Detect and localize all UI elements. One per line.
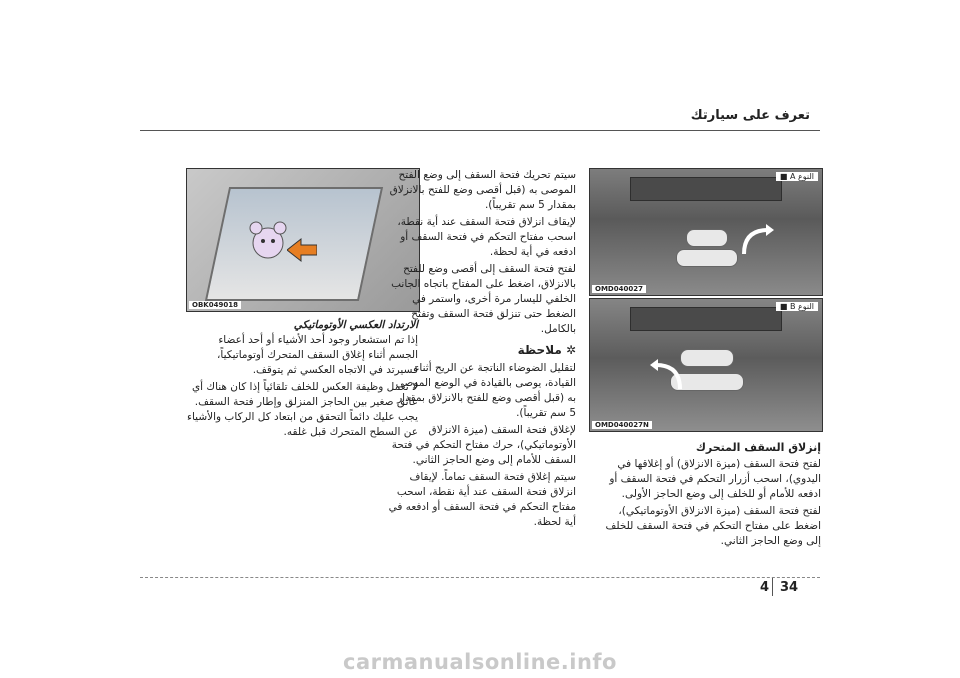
paragraph: إذا تم استشعار وجود أحد الأشياء أو أحد أعضاء الجسم أثناء إغلاق السقف المتحرك أوتوماتيكياً، فسيرتد في الاتجاه العكسي ثم يتوقف. (217, 334, 418, 376)
figure-code: OMD040027 (592, 285, 646, 293)
paragraph: لفتح فتحة السقف (ميزة الانزلاق الأوتوماتيكي)، اضغط على مفتاح التحكم في فتحة السقف للخلف إلى وضع الحاجز الثاني. (605, 505, 821, 547)
paragraph: لفتح فتحة السقف إلى أقصى وضع للفتح بالانزلاق، اضغط على المفتاح باتجاه الجانب الخلفي لليسار مرة أخرى، واستمر في الضغط حتى تنزلق فتحة السقف وتفتح بالكامل. (391, 263, 576, 335)
page-separator (772, 578, 773, 596)
figure-tag: النوع A ■ (776, 172, 818, 181)
note-paragraph: لتقليل الضوضاء الناتجة عن الريح أثناء القيادة، يوصى بالقيادة في الوضع الموصى به (قبل أقصى وضع للفتح بالانزلاق بمقدار 5 سم تقريباً). (395, 362, 576, 419)
figure-sunroof-switch-type-b (589, 298, 823, 432)
figure-tag: النوع B ■ (776, 302, 818, 311)
figure-code: OBK049018 (189, 301, 241, 309)
header-divider (140, 130, 820, 131)
sunroof-switch (686, 229, 728, 247)
sunroof-switch (680, 349, 734, 367)
arrow-icon (287, 237, 317, 263)
sunroof-shade (630, 177, 782, 201)
chapter-number: 4 (760, 580, 770, 595)
page-number: 34 (780, 580, 799, 595)
arrow-icon (740, 224, 774, 258)
figure-sunroof-switch-type-a (589, 168, 823, 296)
asterisk-icon: ✲ (565, 343, 576, 357)
note-paragraph: لإغلاق فتحة السقف (ميزة الانزلاق الأوتوماتيكي)، حرك مفتاح التحكم في فتحة السقف للأمام إلى وضع الحاجز الثاني. (391, 424, 576, 466)
text-column-left (186, 318, 418, 442)
note-title: ملاحظة (517, 343, 562, 357)
text-column-right (589, 440, 821, 551)
section-title: تعرف على سيارتك (690, 108, 810, 123)
section-heading: الارتداد العكسي الأوتوماتيكي (293, 319, 418, 331)
sunroof-shade (630, 307, 782, 331)
switch-housing (676, 249, 738, 267)
teddy-bear-icon (245, 217, 291, 263)
note-paragraph: سيتم إغلاق فتحة السقف تماماً. لإيقاف انزلاق فتحة السقف عند أية نقطة، اسحب مفتاح التحكم في فتحة السقف أو ادفعه في أية لحظة. (388, 471, 576, 528)
watermark: carmanualsonline.info (343, 650, 617, 674)
paragraph: لا تعمل وظيفة العكس للخلف تلقائياً إذا كان هناك أي عائق صغير بين الحاجز المنزلق وإطار فتحة السقف. يجب عليك دائماً التحقق من ابتعاد كل الركاب والأشياء عن السطح المتحرك قبل غلقه. (187, 381, 418, 438)
figure-code: OMD040027N (592, 421, 652, 429)
paragraph: سيتم تحريك فتحة السقف إلى وضع الفتح الموصى به (قبل أقصى وضع للفتح بالانزلاق بمقدار 5 سم تقريباً). (389, 169, 576, 211)
footer-divider (140, 577, 820, 578)
paragraph: لإيقاف انزلاق فتحة السقف عند أية نقطة، اسحب مفتاح التحكم في فتحة السقف أو ادفعه في أية لحظة. (397, 216, 576, 258)
paragraph: لفتح فتحة السقف (ميزة الانزلاق) أو إغلاقها في اليدوي)، اسحب أزرار التحكم في فتحة السقف أو ادفعه للأمام أو للخلف إلى وضع الحاجز الأولى. (609, 458, 821, 500)
section-heading: إنزلاق السقف المتحرك (695, 441, 821, 454)
arrow-icon (650, 359, 684, 393)
figure-auto-reverse (186, 168, 420, 312)
